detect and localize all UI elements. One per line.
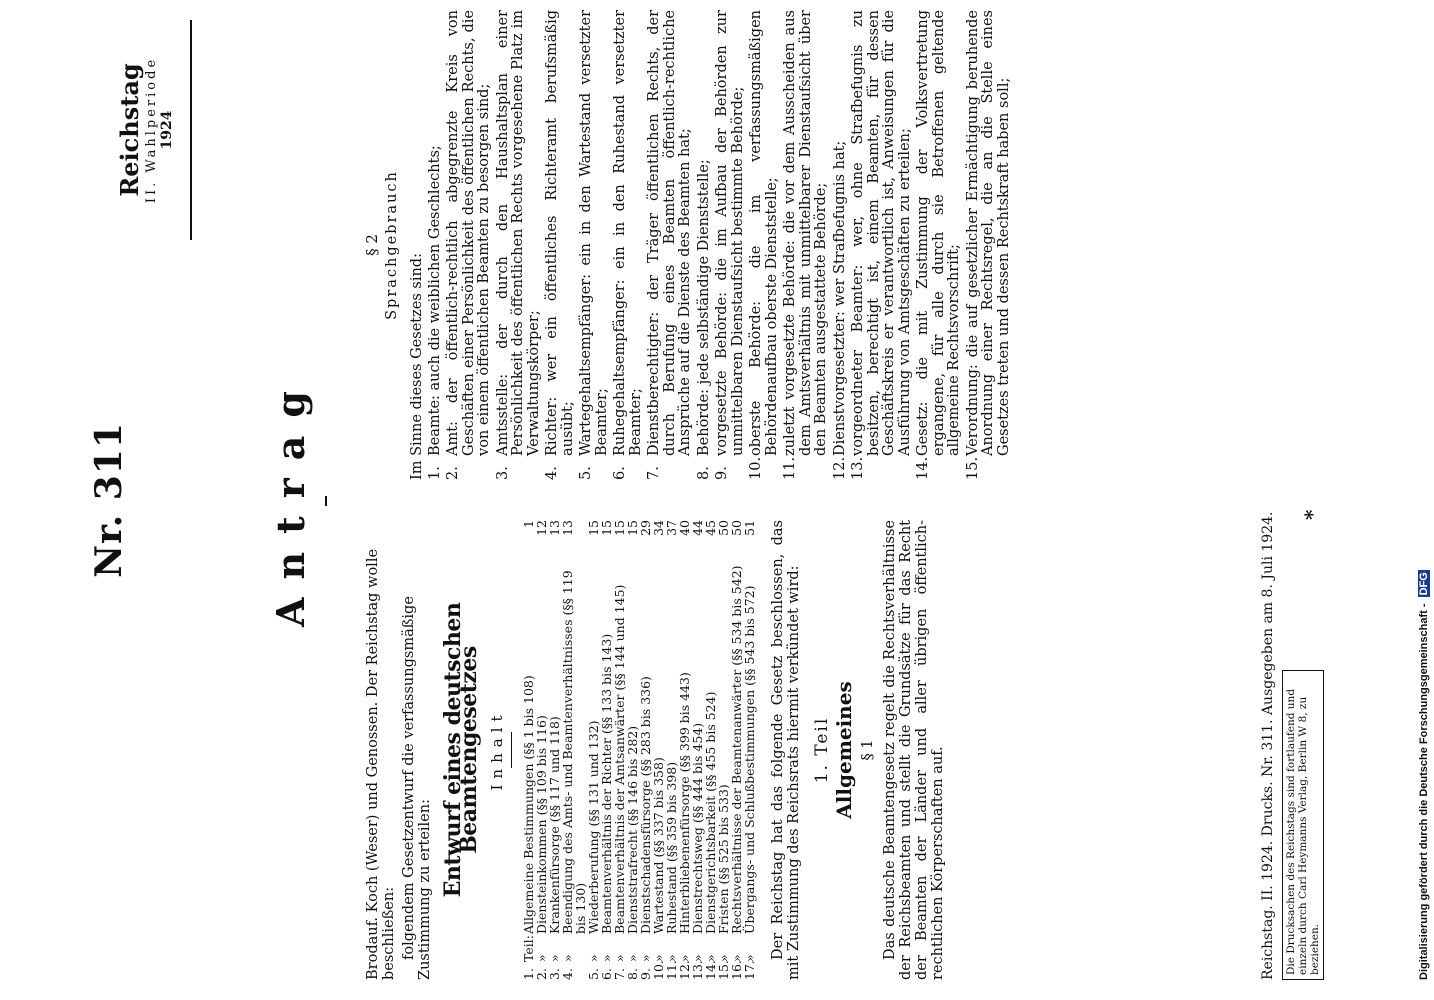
publication-line: Reichstag. II. 1924. Drucks. Nr. 311. Ausgegeben am 8. Juli 1924. [1260,511,1276,980]
electoral-period: II. Wahlperiode [144,56,159,204]
heading-divider [325,496,327,506]
definition-text: Dienstvorgesetzter: wer Strafbefugnis hat; [831,140,848,456]
definition-number: 12. [831,456,848,480]
definition-number: 9. [714,466,730,480]
section-2-subtitle: Sprachgebrauch [383,170,400,320]
toc-item-title: Dienststrafrecht (§§ 146 bis 282) [625,725,640,934]
definition-text: Beamte: auch die weiblichen Geschlechts; [426,145,443,456]
definition-item [783,10,830,480]
table-of-contents [522,520,756,980]
credit-text: Digitalisierung gefördert durch die Deutsche Forschungsgemeinschaft - [1418,603,1430,980]
definition-text: zuletzt vorgesetzte Behörde: die vor dem Ausscheiden aus dem Amtsverhältnis mit unmittelbarer Dienstaufsicht über den Beamten ausgestattete Behörde; [782,10,829,456]
definition-text: Amtsstelle: der durch den Haushaltsplan einer Persönlichkeit des öffentlichen Rechts vorgesehene Platz im Verwaltungskörper; [494,10,542,456]
toc-item-number: 4. [560,968,575,980]
toc-item-prefix: » [612,954,627,962]
toc-item-title: Beamtenverhältnis der Richter (§§ 133 bis 143) [599,633,614,934]
asterisk-mark: * [1300,509,1324,520]
definition-item [851,10,913,480]
definition-text: vorgesetzte Behörde: die im Aufbau der Behörden zur unmittelbaren Dienstaufsicht bestimmte Behörde; [714,10,746,456]
toc-item-page: 13 [547,520,562,536]
toc-item-prefix: » [625,954,640,962]
definition-number: 6. [612,466,628,480]
toc-item-number: 5. [586,968,601,980]
definition-text: Ruhegehaltsempfänger: ein in den Ruhestand versetzter Beamter; [612,10,644,456]
toc-item-page: 51 [742,520,757,536]
toc-item-title: Diensteinkommen (§§ 109 bis 116) [534,715,549,934]
toc-divider [511,732,512,768]
toc-item-prefix: » [560,954,575,962]
definition-text: Amt: der öffentlich-rechtlich abgegrenzte Kreis von Geschäften einer Persönlichkeit des öffentlichen Rechts, die von einem öffentlichen Beamten zu besorgen sind; [445,10,492,456]
toc-item-number: 8. [625,968,640,980]
definition-number: 5. [578,466,594,480]
toc-item-number: 6. [599,968,614,980]
toc-item-title: Krankenfürsorge (§§ 117 und 118) [547,716,562,934]
definition-item [916,10,963,480]
toc-heading: Inhalt [488,709,506,791]
definition-number: 7. [646,466,662,480]
definition-text: vorgeordneter Beamter: wer, ohne Strafbefugnis zu besitzen, berechtigt ist, einem Beamten, für dessen Geschäftskreis er verantwortlich ist, Anweisungen für die Ausführung von Amtsgeschäften zu erteilen; [850,10,913,456]
toc-item-number: 13. [690,960,705,980]
definitions-list [428,10,1013,480]
publisher-notice: Die Drucksachen des Reichstags sind fortlaufend und einzeln durch Carl Heymanns Verlag, Berlin W 8, zu beziehen. [1282,670,1324,980]
toc-item-page: 13 [560,520,575,536]
definition-number: 8. [695,466,712,480]
document-number: Nr. 311 [88,422,130,578]
toc-item-prefix: Teil: [521,935,536,962]
toc-item-prefix: » [716,954,731,962]
definition-item [647,10,694,480]
toc-item-number: 12. [677,960,692,980]
toc-item-number: 17. [742,960,757,980]
part-heading: 1. Teil [812,716,832,784]
intro-block [365,520,433,980]
toc-item-number: 2. [534,968,549,980]
toc-item-page: 12 [534,520,549,536]
toc-item-page: 15 [586,520,601,536]
toc-item-page: 50 [729,520,744,536]
definition-number: 14. [915,456,931,480]
toc-item-title: Allgemeine Bestimmungen (§§ 1 bis 108) [521,675,536,934]
toc-item-page: 34 [651,520,666,536]
definition-number: 13. [850,456,866,480]
definition-number: 10. [748,456,764,480]
reichstag-header [115,20,175,240]
toc-item-page: 40 [677,520,692,536]
toc-item-page: 45 [703,520,718,536]
toc-item-title: Dienstschadensfürsorge (§§ 283 bis 336) [638,676,653,934]
toc-item-number: 11. [664,960,679,980]
toc-item-title: Wiederberufung (§§ 131 und 132) [586,720,601,934]
digitization-credit [1414,20,1434,980]
proposers-text: Brodauf. Koch (Weser) und Genossen. Der Reichstag wolle beschließen: [365,548,397,980]
toc-item-prefix: » [742,954,757,962]
definition-item [715,10,746,480]
toc-item-title: Dienstgerichtsbarkeit (§§ 455 bis 524) [703,691,718,934]
toc-item-prefix: » [703,954,718,962]
definition-number: 4. [544,466,560,480]
toc-item-title: Fristen (§§ 525 bis 533) [716,784,731,934]
toc-item-number: 14. [703,960,718,980]
definition-number: 3. [494,466,511,480]
toc-item-title: Rechtsverhältnisse der Beamtenanwärter (§§ 534 bis 542) [729,565,744,934]
toc-item-number: 9. [638,968,653,980]
definition-text: Wartegehaltsempfänger: ein in den Wartestand versetzter Beamter; [578,10,610,456]
definition-item [613,10,644,480]
dfg-logo: DFG [1418,572,1430,596]
toc-item-title: Beendigung des Amts- und Beamtenverhältnisses (§§ 119 bis 130) [560,570,588,934]
toc-item-title: Übergangs- und Schlußbestimmungen (§§ 543 bis 572) [742,585,757,934]
year: 1924 [159,110,175,150]
toc-item-prefix: » [729,954,744,962]
definition-item [697,10,713,480]
toc-item-title: Beamtenverhältnis der Amtsanwärter (§§ 144 und 145) [612,584,627,934]
definition-number: 15. [964,456,981,480]
section-1-heading: § 1 [860,739,876,761]
toc-item-number: 7. [612,968,627,980]
toc-item-page: 50 [716,520,731,536]
definitions-intro: Im Sinne dieses Gesetzes sind: [409,253,425,480]
toc-item-prefix: » [534,954,549,962]
toc-item-number: 15. [716,960,731,980]
toc-item-prefix: » [664,954,679,962]
toc-item-number: 1. [521,968,536,980]
left-column [365,520,946,980]
toc-item-page: 15 [599,520,614,536]
toc-item-page: 15 [625,520,640,536]
definition-number: 2. [445,466,461,480]
toc-item-page: 37 [664,520,679,536]
toc-item-title: Dienstrechtsweg (§§ 444 bis 454) [690,722,705,934]
section-1-text: Das deutsche Beamtengesetz regelt die Rechtsverhältnisse der Reichsbeamten und stellt die Grundsätze für das Recht der Beamten der Länder und aller übrigen öffentlich-rechtlichen Körperschaften auf. [882,520,946,980]
toc-item-page: 1 [521,520,536,528]
part-title: Allgemeines [832,681,856,819]
toc-item-page: 29 [638,520,653,536]
definition-item [966,10,1013,480]
definition-text: Dienstberechtigter: der Träger öffentlichen Rechts, der durch Berufung eines Beamten öffentlich-rechtliche Ansprüche auf die Dienste des Beamten hat; [646,10,693,456]
definition-item [545,10,576,480]
toc-item-number: 10. [651,960,666,980]
toc-item-title: Wartestand (§§ 337 bis 358) [651,757,666,934]
definition-text: Verordnung: die auf gesetzlicher Ermächtigung beruhende Anordnung einer Rechtsregel, die an die Stelle eines Gesetzes treten und dessen Rechtskraft haben soll; [964,10,1012,456]
request-text: folgendem Gesetzentwurf die verfassungsmäßige Zustimmung zu erteilen: [401,596,433,980]
header-rule [190,20,192,240]
toc-item-prefix: » [599,954,614,962]
toc-item-prefix: » [677,954,692,962]
toc-item-number: 3. [547,968,562,980]
toc-item-prefix: » [651,954,666,962]
toc-item-prefix: » [690,954,705,962]
definition-item [833,10,849,480]
toc-item-prefix: » [547,954,562,962]
definition-item [496,10,543,480]
definition-text: Richter: wer ein öffentliches Richteramt berufsmäßig ausübt; [544,10,576,456]
bill-title: Entwurf eines deutschen Beamtengesetzes [440,602,482,898]
definition-text: Behörde: jede selbständige Dienststelle; [695,159,712,456]
toc-item-prefix: » [586,954,601,962]
definition-number: 11. [782,456,798,480]
section-2-heading: § 2 [363,234,381,256]
toc-item-page: 44 [690,520,705,536]
definition-number: 1. [426,466,443,480]
definition-item [428,10,444,480]
toc-item-prefix: » [638,954,653,962]
definition-item [446,10,493,480]
toc-item-title: Hinterbliebenenfürsorge (§§ 399 bis 443) [677,672,692,934]
toc-item [743,520,756,980]
definition-text: oberste Behörde: die im verfassungsmäßigen Behördenaufbau oberste Dienststelle; [748,10,780,456]
toc-item-title: Ruhestand (§§ 359 bis 398) [664,761,679,934]
definition-item [749,10,780,480]
parliament-name: Reichstag [115,63,144,197]
right-column [365,10,1015,480]
toc-item-number: 16. [729,960,744,980]
definition-item [579,10,610,480]
resolution-text: Der Reichstag hat das folgende Gesetz beschlossen, das mit Zustimmung des Reichsrats hiermit verkündet wird: [770,520,802,980]
definition-text: Gesetz: die mit Zustimmung der Volksvertretung ergangene, für alle durch sie Betroffenen geltende allgemeine Rechtsvorschrift; [915,10,962,456]
toc-item-page: 15 [612,520,627,536]
toc-item [561,520,587,980]
document-type-heading: Antrag [268,373,313,627]
